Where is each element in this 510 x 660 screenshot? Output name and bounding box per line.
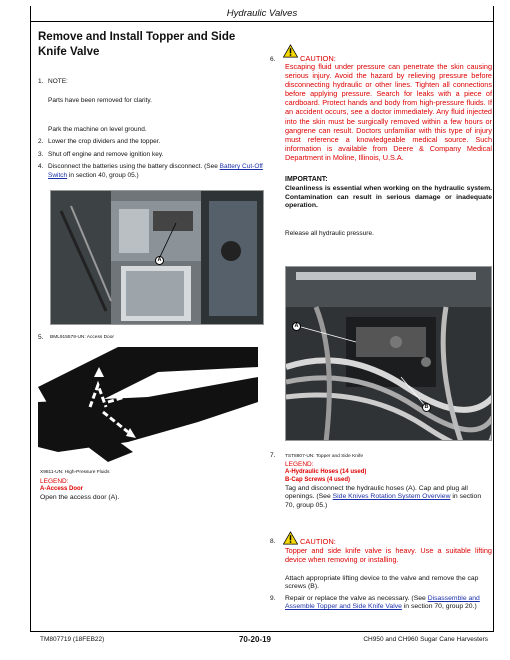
step-9-number: 9. bbox=[270, 595, 276, 602]
high-pressure-fluids-illustration bbox=[38, 342, 258, 462]
step-number: 4. bbox=[38, 163, 44, 170]
step-7-text-a: Tag and disconnect the hydraulic hoses (A). Cap and plug all openings. (See bbox=[285, 485, 468, 501]
step-4-text-a: Disconnect the batteries using the battery disconnect. (See bbox=[48, 163, 218, 170]
footer-page-number: 70-20-19 bbox=[238, 635, 272, 644]
legend-title: LEGEND: bbox=[40, 478, 69, 485]
header-rule bbox=[30, 21, 494, 22]
step-1-text: Park the machine on level ground. bbox=[48, 126, 147, 133]
caution-text: Escaping fluid under pressure can penetrate the skin causing serious injury. Avoid the hazard by relieving pressure before disconnecting hydraulic or other lines. Tighten all connections before applying pressure. Search for leaks with a piece of cardboard. Protect hands and body from high-pressure fluids. If an accident occurs, see a doctor immediately. Any fluid injected into the skin must be surgically removed within a few hours or gangrene can result. Doctors unfamiliar with this type of injury must reference a knowledgeable medical source. Such information is available from Deere & Company Medical Department in Moline, Illinois, U.S.A. bbox=[285, 62, 492, 162]
step-2-text: Lower the crop dividers and the topper. bbox=[48, 138, 161, 145]
callout-a: A bbox=[155, 256, 164, 265]
step-9-text-b: in section 70, group 20.) bbox=[401, 603, 477, 611]
step-4-text-b: in section 40, group 05.) bbox=[67, 171, 139, 179]
page-header-title: Hydraulic Valves bbox=[226, 8, 298, 19]
high-pressure-caption: X9811-UN: High-Pressure Fluids bbox=[40, 470, 110, 475]
topper-side-knife-caption: TST8807-UN: Topper and Side Knife bbox=[285, 454, 364, 459]
legend-item-b: B-Cap Screws (4 used) bbox=[285, 477, 351, 483]
step-9-text-a: Repair or replace the valve as necessary. (See bbox=[285, 595, 426, 602]
section-title: Remove and Install Topper and Side Knife Valve bbox=[38, 31, 236, 58]
legend-item-a: A-Hydraulic Hoses (14 used) bbox=[285, 469, 367, 475]
warning-triangle-icon bbox=[283, 44, 298, 58]
note-text: Parts have been removed for clarity. bbox=[48, 97, 152, 104]
side-knives-overview-link[interactable]: Side Knives Rotation System Overview bbox=[332, 493, 451, 501]
warning-triangle-icon bbox=[283, 531, 298, 545]
step-number: 5. bbox=[38, 334, 44, 341]
legend-item-a: A-Access Door bbox=[40, 486, 84, 492]
access-door-caption: BML915578-UN: Access Door bbox=[50, 335, 114, 340]
high-pressure-fluids-drawing bbox=[38, 342, 258, 462]
disassemble-valve-link[interactable]: Disassemble and Assemble Topper and Side Knife Valve bbox=[285, 595, 480, 611]
callout-b: B bbox=[422, 403, 431, 412]
important-text: Cleanliness is essential when working on the hydraulic system. Contamination can result in serious damage or inadequate operation. bbox=[285, 185, 492, 209]
step-7-number: 7. bbox=[270, 452, 276, 459]
caution-label: CAUTION: bbox=[300, 54, 336, 63]
topper-side-knife-photo bbox=[285, 266, 492, 441]
step-number: 3. bbox=[38, 151, 44, 158]
note-label: NOTE: bbox=[48, 78, 68, 85]
topper-side-knife-illustration bbox=[286, 267, 492, 441]
important-label: IMPORTANT: bbox=[285, 176, 328, 183]
caution-text: Topper and side knife valve is heavy. Use a suitable lifting device when removing or installing. bbox=[285, 546, 492, 565]
access-door-photo bbox=[50, 190, 264, 325]
step-9-body bbox=[285, 595, 492, 612]
step-6-text: Release all hydraulic pressure. bbox=[285, 230, 374, 237]
legend-title: LEGEND: bbox=[285, 461, 314, 468]
step-3-text: Shut off engine and remove ignition key. bbox=[48, 151, 164, 158]
step-6-number: 6. bbox=[270, 56, 276, 63]
callout-a: A bbox=[292, 322, 301, 331]
step-8-text: Attach appropriate lifting device to the valve and remove the cap screws (B). bbox=[285, 575, 479, 591]
left-column bbox=[38, 30, 266, 501]
battery-cutoff-link[interactable]: Battery Cut-Off Switch bbox=[48, 163, 263, 179]
caution-label: CAUTION: bbox=[300, 537, 336, 546]
footer-rule bbox=[30, 631, 494, 632]
step-8-number: 8. bbox=[270, 538, 276, 545]
step-4-body bbox=[48, 163, 264, 180]
step-number: 2. bbox=[38, 138, 44, 145]
step-7-text-b: in section 70, group 05.) bbox=[285, 493, 482, 509]
step-number: 1. bbox=[38, 78, 44, 85]
footer-product: CH950 and CH960 Sugar Cane Harvesters bbox=[363, 636, 488, 643]
footer-doc-id: TM807719 (18FEB22) bbox=[40, 636, 105, 643]
step-7-body bbox=[285, 485, 492, 510]
step-5-text: Open the access door (A). bbox=[40, 494, 120, 501]
